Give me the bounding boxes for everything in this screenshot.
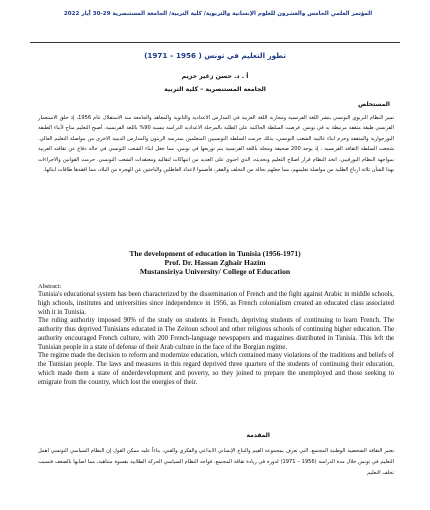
english-title: The development of education in Tunisia (1956-1971) bbox=[129, 249, 301, 258]
introduction-heading: المقدمة bbox=[246, 432, 270, 439]
english-abstract-heading: Abstract: bbox=[38, 283, 62, 290]
running-header: المؤتمر العلمي الخامس والعشرون للعلوم الإنسانية والتربوية/ كلية التربية/ الجامعة المستنصرية 29-30 آيار 2022 bbox=[63, 11, 373, 17]
english-author: Prof. Dr. Hassan Zghair Hazim bbox=[164, 258, 266, 267]
introduction-text: تعتبر الثقافة الشخصية الوطنية المجتمع، التي تعرف بمجموعة القيم والنتاج الإنساني الابداعي والفكري والفني، بناءاً عليه ممكن القول إن النظام السياسي التونسي اهمل التعليم في تونس خلال مدة الدراسة (1956 – 1971) لدوره في زيادة ثقافة المجتمع. فواجه النظام السياسي الحركة الطلابية بقسوة متناهية، مما اصابها بالضعف فتسبب تخلف التعليم bbox=[38, 448, 394, 476]
arabic-abstract-heading: المستخلص bbox=[358, 101, 390, 108]
abstract-paragraph: Tunisia's educational system has been characterized by the dissemination of French and the fight against Arabic in middle schools, high schools, institutes and universities since independence in 1956, as French colonialism created an educated class associated with it in Tunisia. bbox=[38, 291, 394, 316]
english-abstract bbox=[38, 291, 394, 387]
abstract-paragraph: The ruling authority imposed 90% of the study on students in French, depriving students of continuing to learn French. The authority thus deprived Tunisians educated in The Zeitoun school and other religious schools of continuing higher education. The authority encouraged French culture, with 200 French-language newspapers and magazines distributed in Tunisia. This left the Tunisian people in a state of defense of their Arab culture in the face of the Borgian regime. bbox=[38, 317, 394, 351]
english-affiliation: Mustansiriya University/ College of Education bbox=[139, 267, 291, 276]
abstract-paragraph: The regime made the decision to reform and modernize education, which contained many violations of the traditions and beliefs of the Tunisian people. The laws and measures in this regard deprived three quarters of the students of continuing their education, which made them a state of underdevelopment and poverty, so they joined to prepare the unemployed and those seeking to emigrate from the country, which lost the energies of their. bbox=[38, 352, 394, 386]
arabic-abstract: تميز النظام التربوي التونسي بنشر اللغة الفرنسية ومحاربة اللغة العربية في المدارس الاعدادية والثانوية والمعاهد والجامعة منذ الاستقلال عام 1956، إذ خلق الاستعمار الفرنسي طبقة مثقفة مرتبطة به في تونس. فرضت السلطة الحاكمة على الطلبة بالمرحلة الاعدادية الدراسة بنسبة 90% باللغة الفرنسية. أصبح التعليم متاح لأبناء الطبقة البورجوازية والمثقفة وحرم ابناء غالبية الشعب التونسي، بذلك حرمت السلطة التونسيين المتعلمين بمدرسة الزيتون والمدارس الدينية الاخرى من مواصلة التعليم العالي. شجعت السلطة الثقافة الفرنسية ، إذ يوجد 200 صحيفة ومجلة باللغة الفرنسية يتم توزيعها في تونس، مما جعل ابناء الشعب التونسي في حالة دفاع عن ثقافته العربية بمواجهة النظام البورقيبي. اتخذ النظام قرار اصلاح التعليم وتحديثه، الذي احتوى على العديد من انتهاكات لتقاليد ومعتقدات الشعب التونسي. حرمت القوانين والاجراءات بهذا الشأن ثلاثة ارباع الطلبة من مواصلة تعليمهم، مما جعلهم بحالة من التخلف والفقر، فأضموا لاعداد العاطلين والباحثين عن الهجرة من البلاد، مما افقدها طاقات ابنائها. bbox=[38, 115, 394, 174]
header-divider bbox=[30, 42, 400, 43]
arabic-title: تطور التعليم في تونس ( 1956 – 1971) bbox=[144, 51, 286, 60]
arabic-author: أ . د. حسن زغير حزيم bbox=[181, 73, 249, 80]
arabic-affiliation: الجامعة المستنصرية – كلية التربية bbox=[164, 86, 266, 93]
